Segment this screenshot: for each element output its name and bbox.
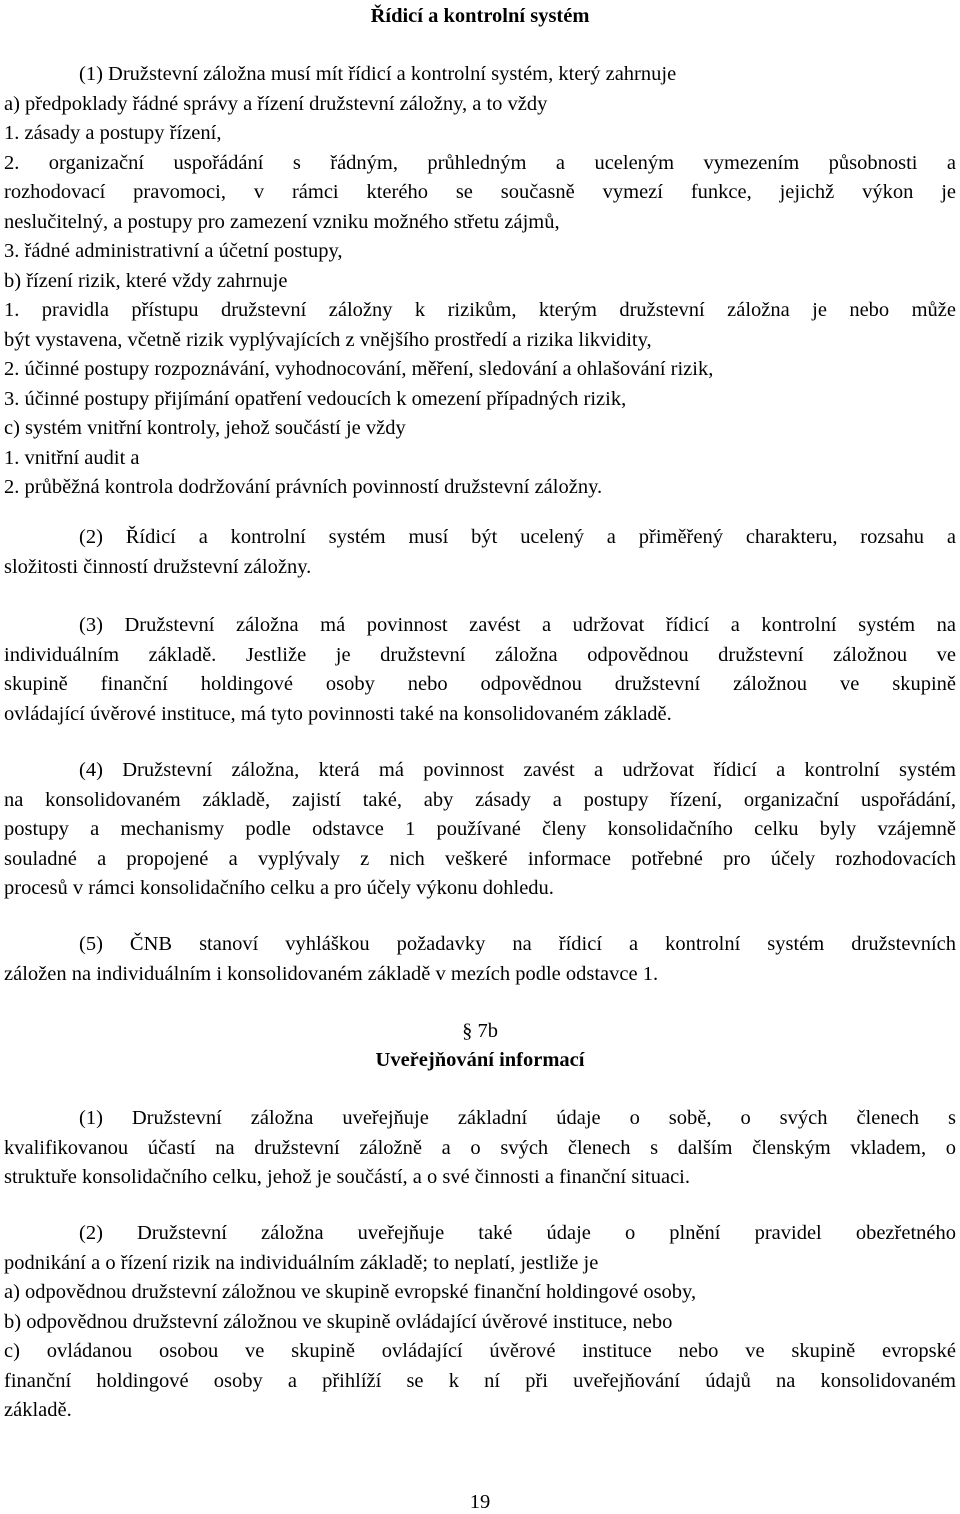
- text-line: postupy a mechanismy podle odstavce 1 používané členy konsolidačního celku byly vzájemně: [4, 818, 956, 840]
- text-line: 2. průběžná kontrola dodržování právních povinností družstevní záložny.: [4, 476, 603, 498]
- text-line: 2. organizační uspořádání s řádným, průhledným a uceleným vymezením působnosti a: [4, 151, 956, 174]
- paragraph-4: [4, 756, 956, 904]
- text-line: 1. vnitřní audit a: [4, 446, 140, 469]
- text-line: (2) Družstevní záložna uveřejňuje také údaje o plnění pravidel obezřetného: [79, 1222, 956, 1244]
- text-line: (3) Družstevní záložna má povinnost zavést a udržovat řídicí a kontrolní systém na: [79, 614, 956, 636]
- section-title: Řídicí a kontrolní systém: [370, 5, 590, 27]
- paragraph-1: [4, 1104, 956, 1193]
- text-line: být vystavena, včetně rizik vyplývajících z vnějšího prostředí a rizika likvidity,: [4, 328, 652, 351]
- text-line: 1. pravidla přístupu družstevní záložny k rizikům, kterým družstevní záložna je nebo může: [4, 299, 956, 321]
- text-line: souladné a propojené a vyplývaly z nich veškeré informace potřebné pro účely rozhodovacích: [4, 847, 956, 870]
- text-line: 2. účinné postupy rozpoznávání, vyhodnocování, měření, sledování a ohlašování rizik,: [4, 358, 714, 380]
- text-line: skupině finanční holdingové osoby nebo odpovědnou družstevní záložnou ve skupině: [4, 673, 956, 695]
- document-page: [4, 0, 956, 1513]
- text-line: procesů v rámci konsolidačního celku a pro účely výkonu dohledu.: [4, 877, 554, 899]
- text-line: podnikání a o řízení rizik na individuálním základě; to neplatí, jestliže je: [4, 1251, 599, 1274]
- text-line: a) odpovědnou družstevní záložnou ve skupině evropské finanční holdingové osoby,: [4, 1281, 697, 1303]
- section-number: § 7b: [462, 1020, 498, 1042]
- text-line: b) odpovědnou družstevní záložnou ve skupině ovládající úvěrové instituce, nebo: [4, 1310, 673, 1333]
- text-line: složitosti činností družstevní záložny.: [4, 555, 312, 578]
- paragraph-5: [4, 930, 956, 989]
- text-line: kvalifikovanou účastí na družstevní záložně a o svých členech s dalším členským vkladem, o: [4, 1136, 956, 1159]
- text-line: (1) Družstevní záložna uveřejňuje základní údaje o sobě, o svých členech s: [79, 1107, 956, 1129]
- text-line: rozhodovací pravomoci, v rámci kterého se současně vymezí funkce, jejichž výkon je: [4, 181, 956, 203]
- text-line: individuálním základě. Jestliže je družstevní záložna odpovědnou družstevní záložnou ve: [4, 643, 956, 666]
- paragraph-2: [4, 1219, 956, 1426]
- text-line: (1) Družstevní záložna musí mít řídicí a kontrolní systém, který zahrnuje: [79, 63, 677, 85]
- text-line: neslučitelný, a postupy pro zamezení vzniku možného střetu zájmů,: [4, 210, 560, 233]
- text-line: a) předpoklady řádné správy a řízení družstevní záložny, a to vždy: [4, 92, 548, 115]
- paragraph-1: [4, 60, 956, 503]
- text-line: finanční holdingové osoby a přihlíží se k ní při uveřejňování údajů na konsolidovaném: [4, 1369, 956, 1392]
- text-line: (5) ČNB stanoví vyhláškou požadavky na řídicí a kontrolní systém družstevních: [79, 933, 956, 955]
- text-line: 3. řádné administrativní a účetní postupy,: [4, 240, 343, 262]
- text-line: 1. zásady a postupy řízení,: [4, 122, 222, 144]
- page-number: 19: [469, 1491, 491, 1513]
- text-line: na konsolidovaném základě, zajistí také, aby zásady a postupy řízení, organizační uspořádání,: [4, 788, 956, 811]
- text-line: (4) Družstevní záložna, která má povinnost zavést a udržovat řídicí a kontrolní systém: [79, 759, 956, 781]
- text-line: (2) Řídicí a kontrolní systém musí být ucelený a přiměřený charakteru, rozsahu a: [79, 526, 956, 548]
- text-line: základě.: [4, 1399, 72, 1421]
- paragraph-3: [4, 611, 956, 729]
- text-line: c) systém vnitřní kontroly, jehož součástí je vždy: [4, 417, 406, 439]
- paragraph-2: [4, 523, 956, 582]
- text-line: c) ovládanou osobou ve skupině ovládající úvěrové instituce nebo ve skupině evropské: [4, 1340, 956, 1362]
- section-title: Uveřejňování informací: [375, 1049, 585, 1071]
- text-line: b) řízení rizik, které vždy zahrnuje: [4, 269, 288, 292]
- text-line: záložen na individuálním i konsolidovaném základě v mezích podle odstavce 1.: [4, 962, 659, 985]
- text-line: struktuře konsolidačního celku, jehož je součástí, a o své činnosti a finanční situaci.: [4, 1166, 690, 1188]
- text-line: ovládající úvěrové instituce, má tyto povinnosti také na konsolidovaném základě.: [4, 702, 672, 725]
- text-line: 3. účinné postupy přijímání opatření vedoucích k omezení případných rizik,: [4, 387, 627, 410]
